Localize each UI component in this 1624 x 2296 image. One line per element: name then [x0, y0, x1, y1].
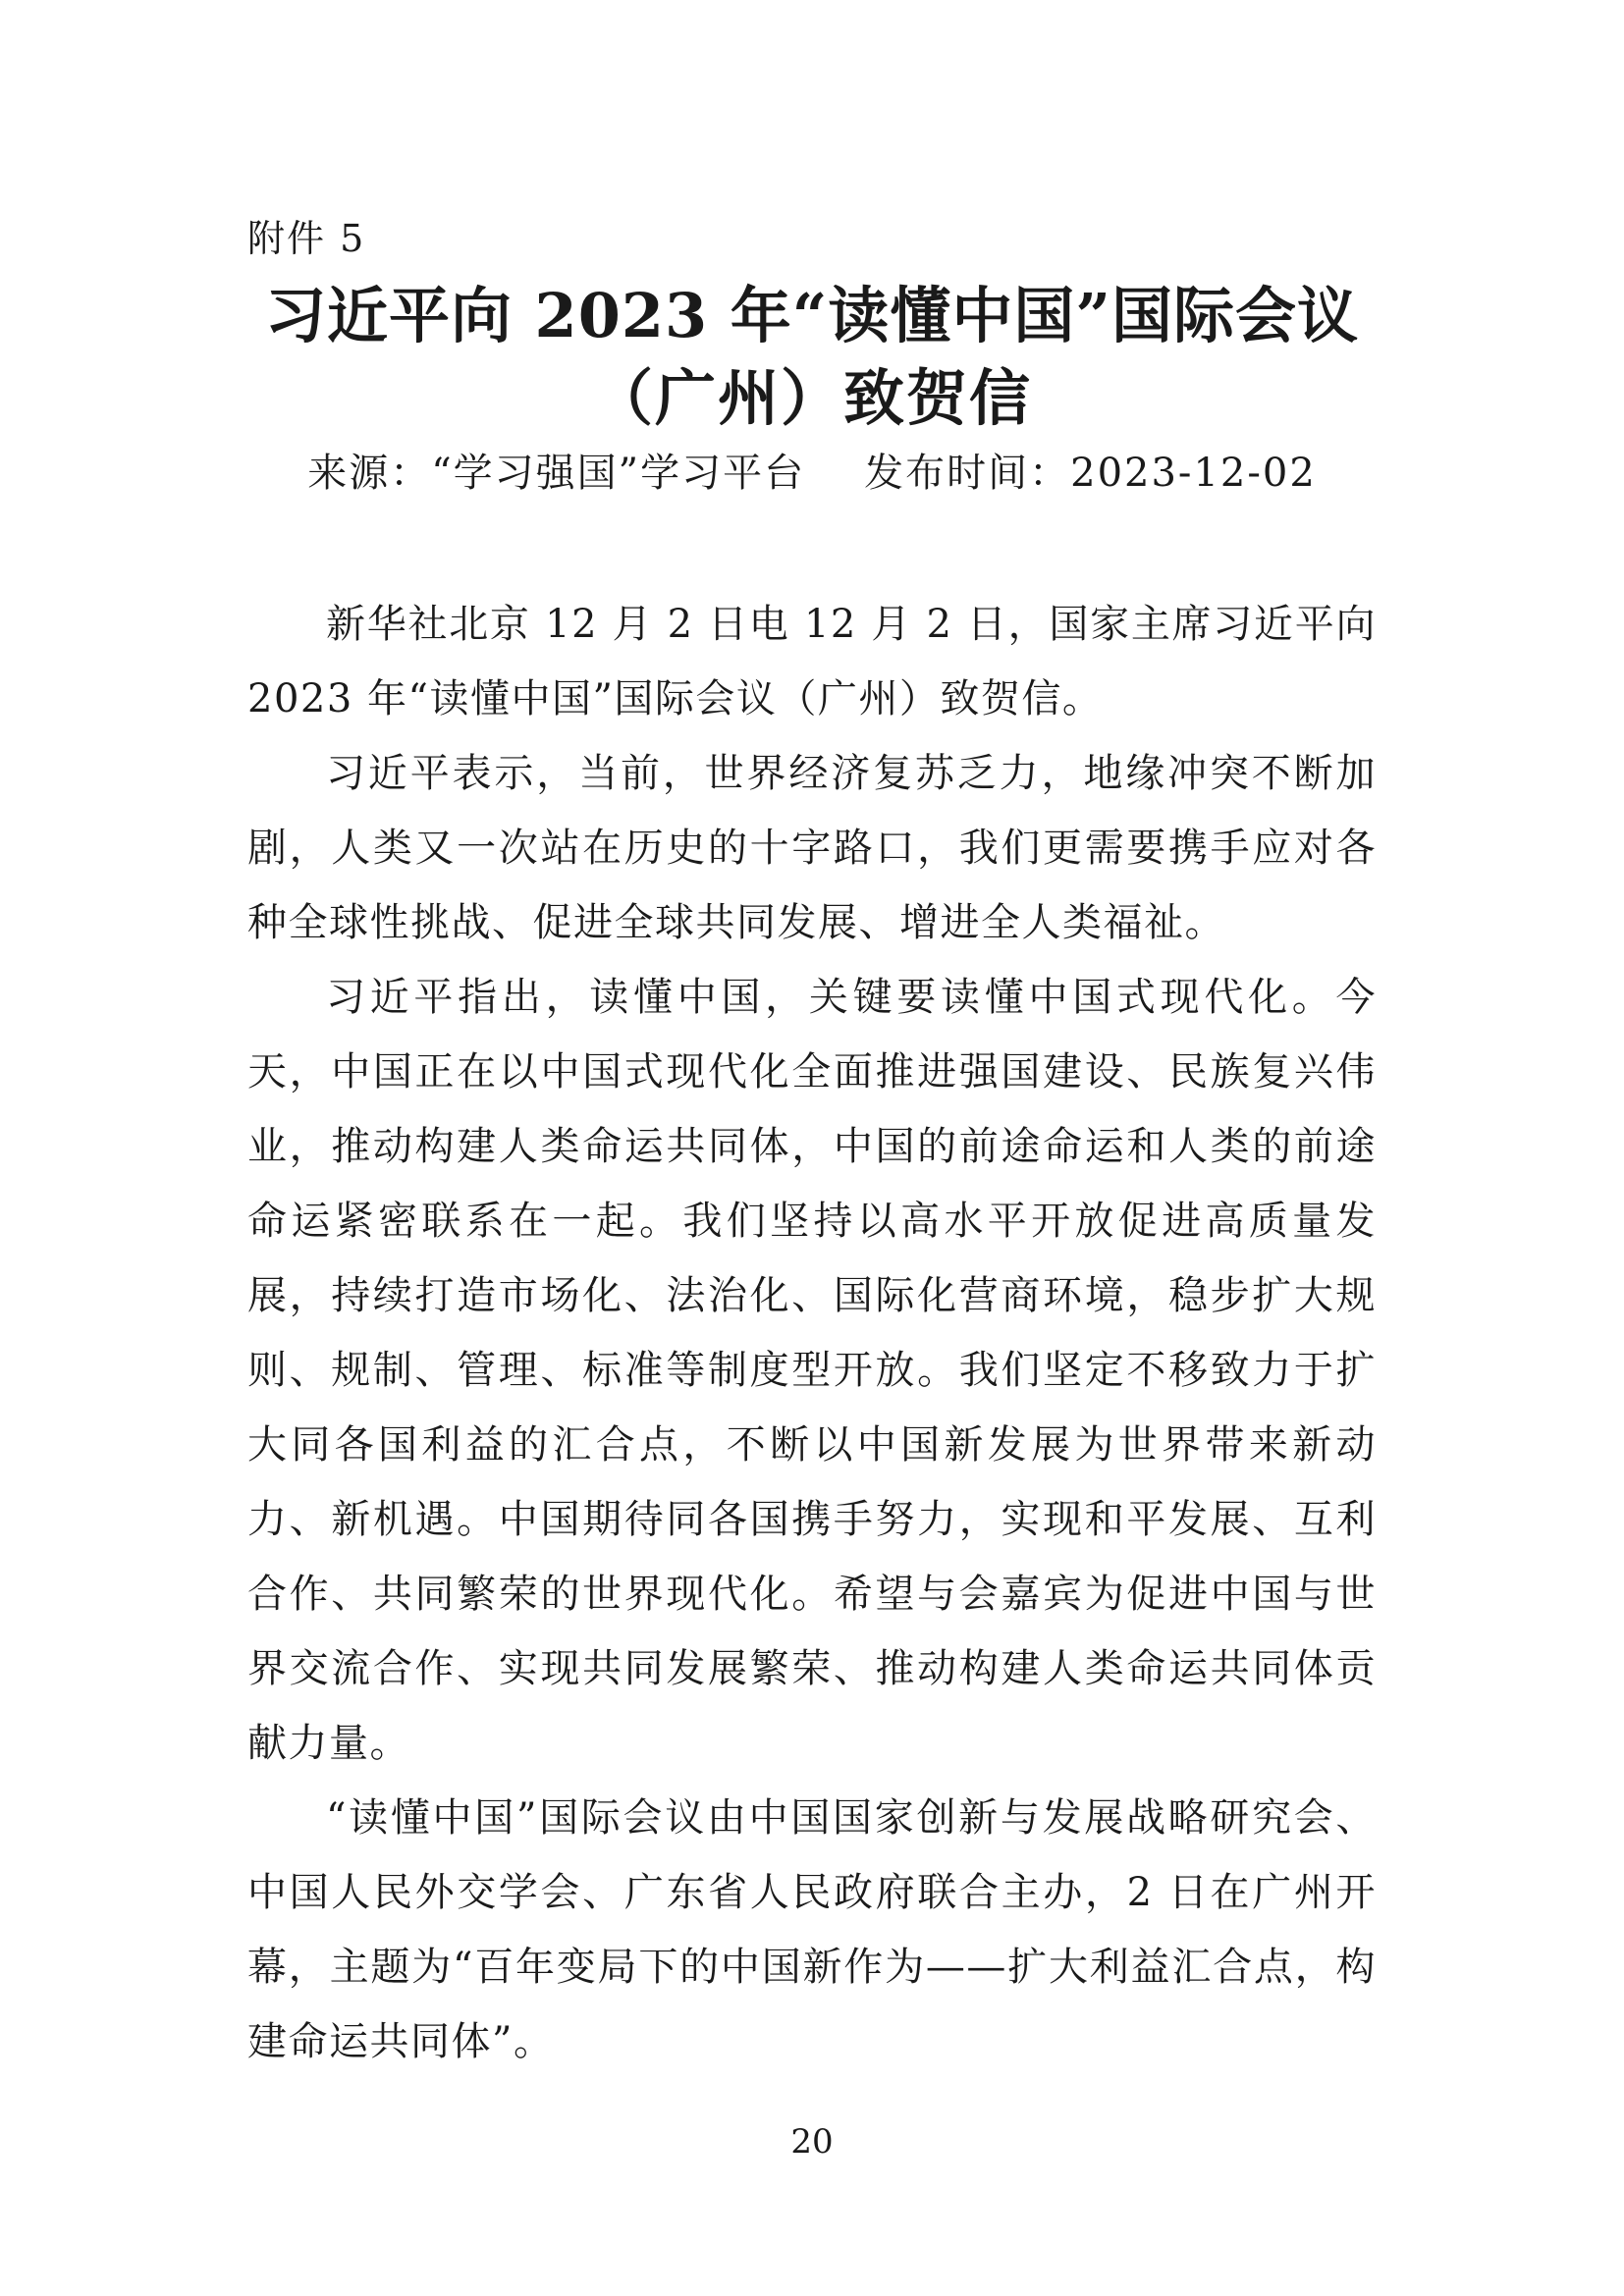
title-line-1: 习近平向 2023 年“读懂中国”国际会议 — [264, 280, 1360, 351]
article-body — [247, 587, 1377, 2079]
attachment-label: 附件 5 — [247, 217, 366, 260]
source-text: 来源：“学习强国”学习平台 — [307, 451, 806, 496]
paragraph-2: 习近平表示，当前，世界经济复苏乏力，地缘冲突不断加剧，人类又一次站在历史的十字路口，我们更需要携手应对各种全球性挑战、促进全球共同发展、增进全人类福祉。 — [247, 751, 1377, 945]
publish-time: 发布时间：2023-12-02 — [864, 451, 1317, 496]
page-number: 20 — [790, 2122, 834, 2162]
paragraph-3: 习近平指出，读懂中国，关键要读懂中国式现代化。今天，中国正在以中国式现代化全面推进强国建设、民族复兴伟业，推动构建人类命运共同体，中国的前途命运和人类的前途命运紧密联系在一起。我们坚持以高水平开放促进高质量发展，持续打造市场化、法治化、国际化营商环境，稳步扩大规则、规制、管理、标准等制度型开放。我们坚定不移致力于扩大同各国利益的汇合点，不断以中国新发展为世界带来新动力、新机遇。中国期待同各国携手努力，实现和平发展、互利合作、共同繁荣的世界现代化。希望与会嘉宾为促进中国与世界交流合作、实现共同发展繁荣、推动构建人类命运共同体贡献力量。 — [247, 975, 1377, 1766]
paragraph-4: “读懂中国”国际会议由中国国家创新与发展战略研究会、中国人民外交学会、广东省人民政府联合主办，2 日在广州开幕，主题为“百年变局下的中国新作为——扩大利益汇合点，构建命运共同体”。 — [247, 1795, 1377, 2064]
title-line-2: （广州）致贺信 — [591, 362, 1032, 434]
source-meta — [196, 446, 1428, 501]
paragraph-1: 新华社北京 12 月 2 日电 12 月 2 日，国家主席习近平向 2023 年“读懂中国”国际会议（广州）致贺信。 — [247, 602, 1377, 721]
